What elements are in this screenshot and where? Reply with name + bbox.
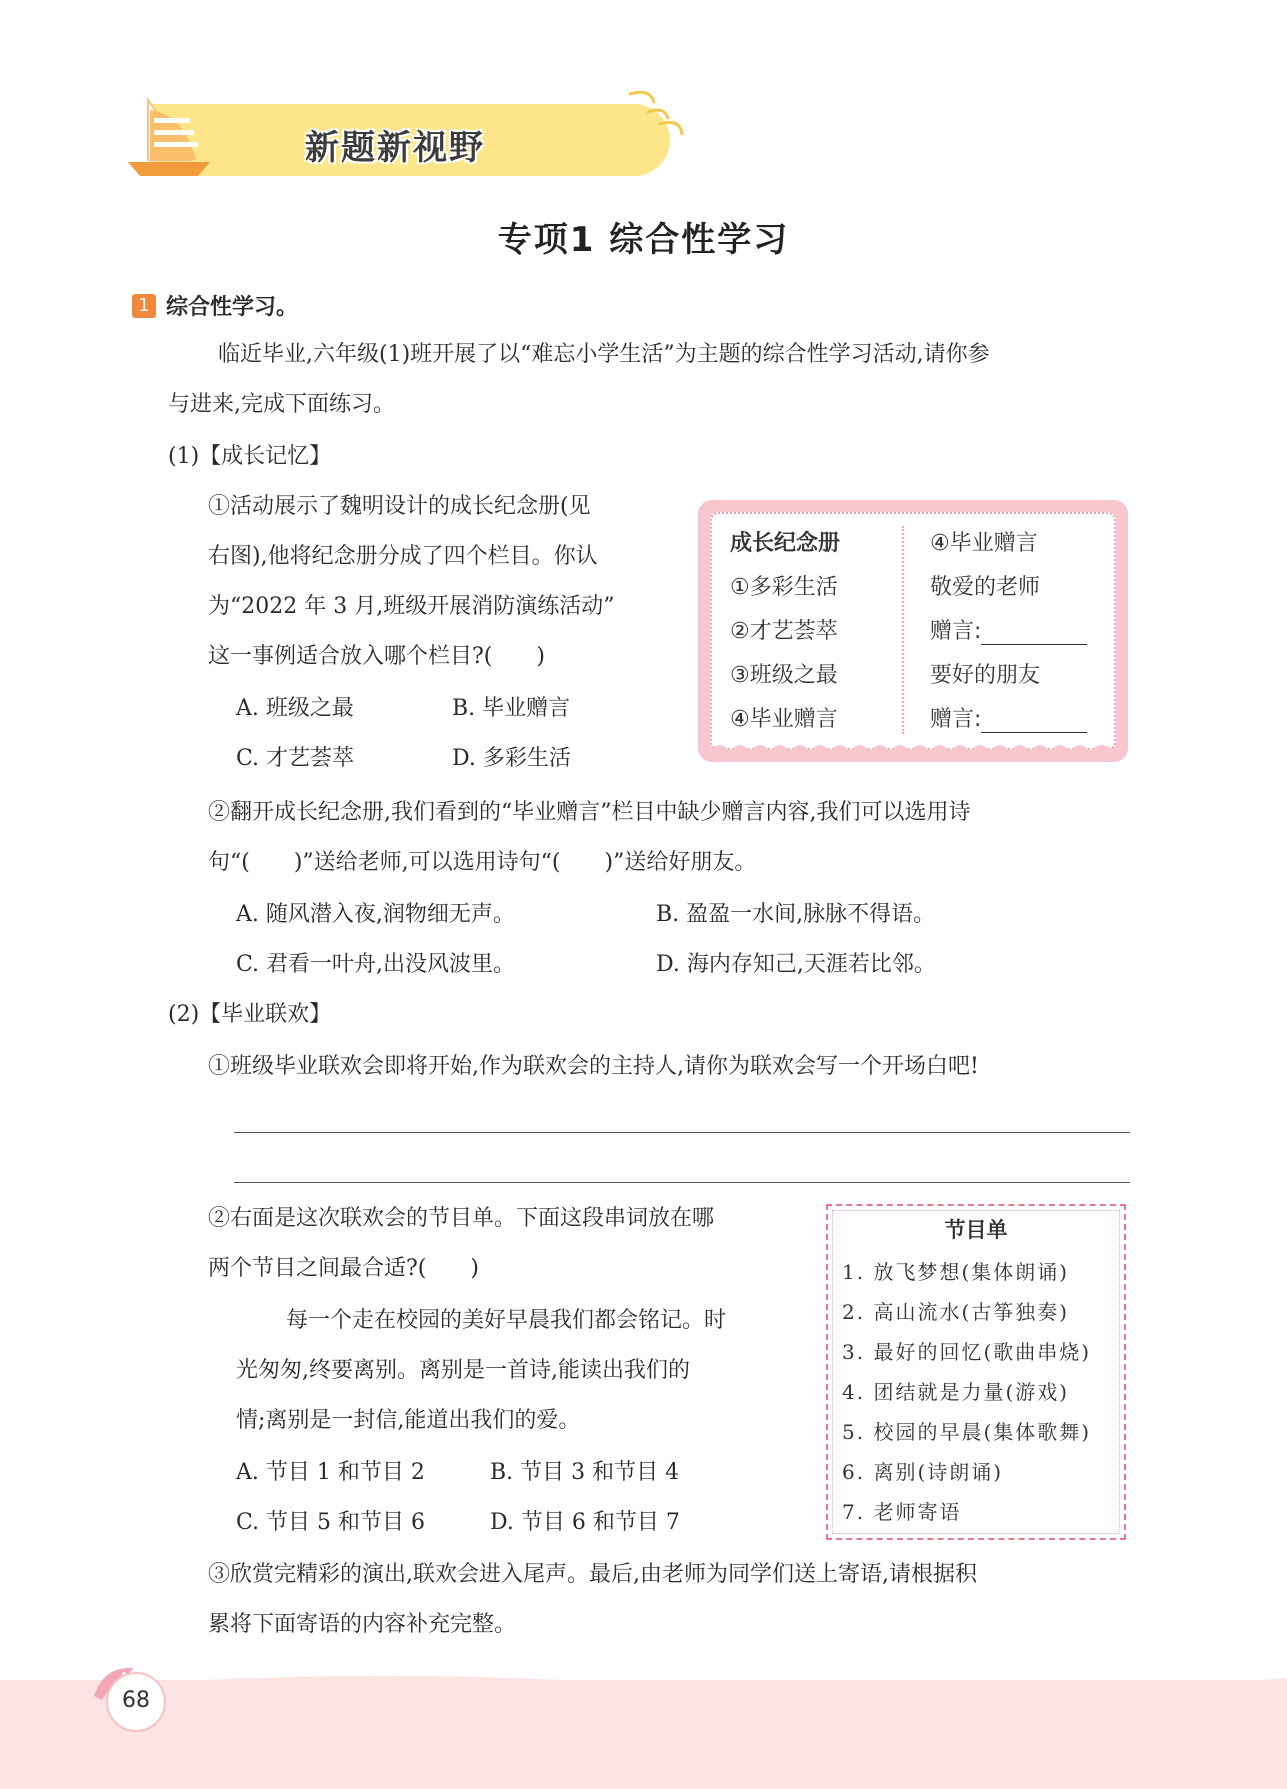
banner-title: 新题新视野 xyxy=(305,128,485,168)
program-item: 7. 老师寄语 xyxy=(842,1500,962,1524)
part2-q1: ①班级毕业联欢会即将开始,作为联欢会的主持人,请你为联欢会写一个开场白吧! xyxy=(208,1054,979,1079)
part2-q3-line: 累将下面寄语的内容补充完整。 xyxy=(208,1612,517,1637)
part1-heading-text: (1)【成长记忆】 xyxy=(168,444,332,469)
option-a[interactable]: A. 随风潜入夜,润物细无声。 xyxy=(236,902,515,927)
memo-right-item: 要好的朋友 xyxy=(930,663,1041,688)
scallop-decoration-icon xyxy=(710,738,1116,752)
part2-q2-line: 两个节目之间最合适?( ) xyxy=(208,1256,479,1281)
program-list-title: 节目单 xyxy=(944,1218,1008,1242)
question-number-badge: 1 xyxy=(132,294,156,318)
page-title: 专项1 综合性学习 xyxy=(497,220,790,260)
wave-decoration-icon xyxy=(620,84,690,154)
memo-title: 成长纪念册 xyxy=(730,531,841,556)
memo-item: ①多彩生活 xyxy=(730,575,838,600)
option-b[interactable]: B. 毕业赠言 xyxy=(452,696,571,721)
part1-q1-line: 右图),他将纪念册分成了四个栏目。你认 xyxy=(208,544,598,569)
program-item: 1. 放飞梦想(集体朗诵) xyxy=(842,1260,1070,1284)
option-a[interactable]: A. 班级之最 xyxy=(236,696,354,721)
part1-q2-line: 句“( )”送给老师,可以选用诗句“( )”送给好朋友。 xyxy=(208,850,757,875)
passage-line: 光匆匆,终要离别。离别是一首诗,能读出我们的 xyxy=(236,1358,690,1383)
option-c[interactable]: C. 节目 5 和节目 6 xyxy=(236,1510,426,1535)
question-label: 综合性学习。 xyxy=(166,295,299,320)
memo-item: ②才艺荟萃 xyxy=(730,619,838,644)
memory-book-divider xyxy=(902,526,904,734)
answer-line[interactable] xyxy=(234,1182,1130,1183)
program-item: 3. 最好的回忆(歌曲串烧) xyxy=(842,1340,1092,1364)
option-b[interactable]: B. 节目 3 和节目 4 xyxy=(490,1460,680,1485)
footer-wave-icon xyxy=(0,1664,1287,1704)
memo-item: ③班级之最 xyxy=(730,663,838,688)
option-d[interactable]: D. 多彩生活 xyxy=(452,746,571,771)
part2-heading: (2)【毕业联欢】 xyxy=(168,1002,332,1027)
program-item: 4. 团结就是力量(游戏) xyxy=(842,1380,1070,1404)
option-c[interactable]: C. 君看一叶舟,出没风波里。 xyxy=(236,952,516,977)
program-item: 5. 校园的早晨(集体歌舞) xyxy=(842,1420,1092,1444)
memo-label: 赠言: xyxy=(930,619,982,644)
part1-q1-line: 这一事例适合放入哪个栏目?( ) xyxy=(208,644,545,669)
program-item: 6. 离别(诗朗诵) xyxy=(842,1460,1004,1484)
option-c[interactable]: C. 才艺荟萃 xyxy=(236,746,355,771)
part1-heading xyxy=(168,442,331,472)
part1-q1-line: ①活动展示了魏明设计的成长纪念册(见 xyxy=(208,494,591,519)
memo-item: ④毕业赠言 xyxy=(730,707,838,732)
intro-line: 与进来,完成下面练习。 xyxy=(168,392,395,417)
option-d[interactable]: D. 节目 6 和节目 7 xyxy=(490,1510,680,1535)
answer-line[interactable] xyxy=(234,1132,1130,1133)
intro-line: 临近毕业,六年级(1)班开展了以“难忘小学生活”为主题的综合性学习活动,请你参 xyxy=(218,342,990,367)
blank-line[interactable] xyxy=(981,712,1087,733)
part2-q2-line: ②右面是这次联欢会的节目单。下面这段串词放在哪 xyxy=(208,1206,715,1231)
option-d[interactable]: D. 海内存知己,天涯若比邻。 xyxy=(656,952,936,977)
blank-line[interactable] xyxy=(981,624,1087,645)
part2-q3-line: ③欣赏完精彩的演出,联欢会进入尾声。最后,由老师为同学们送上寄语,请根据积 xyxy=(208,1562,977,1587)
memo-right-item: 敬爱的老师 xyxy=(930,575,1041,600)
option-a[interactable]: A. 节目 1 和节目 2 xyxy=(236,1460,425,1485)
program-item: 2. 高山流水(古筝独奏) xyxy=(842,1300,1070,1324)
sailboat-icon xyxy=(124,90,214,180)
page-number: 68 xyxy=(122,1688,150,1713)
part1-q2-line: ②翻开成长纪念册,我们看到的“毕业赠言”栏目中缺少赠言内容,我们可以选用诗 xyxy=(208,800,971,825)
passage-line: 情;离别是一封信,能道出我们的爱。 xyxy=(236,1408,581,1433)
part1-q1-line: 为“2022 年 3 月,班级开展消防演练活动” xyxy=(208,594,615,619)
option-b[interactable]: B. 盈盈一水间,脉脉不得语。 xyxy=(656,902,936,927)
passage-line: 每一个走在校园的美好早晨我们都会铭记。时 xyxy=(286,1308,727,1333)
memo-right-item xyxy=(930,702,1087,733)
memo-right-item xyxy=(930,614,1087,645)
memo-right-item: ④毕业赠言 xyxy=(930,531,1038,556)
memo-label: 赠言: xyxy=(930,707,982,732)
